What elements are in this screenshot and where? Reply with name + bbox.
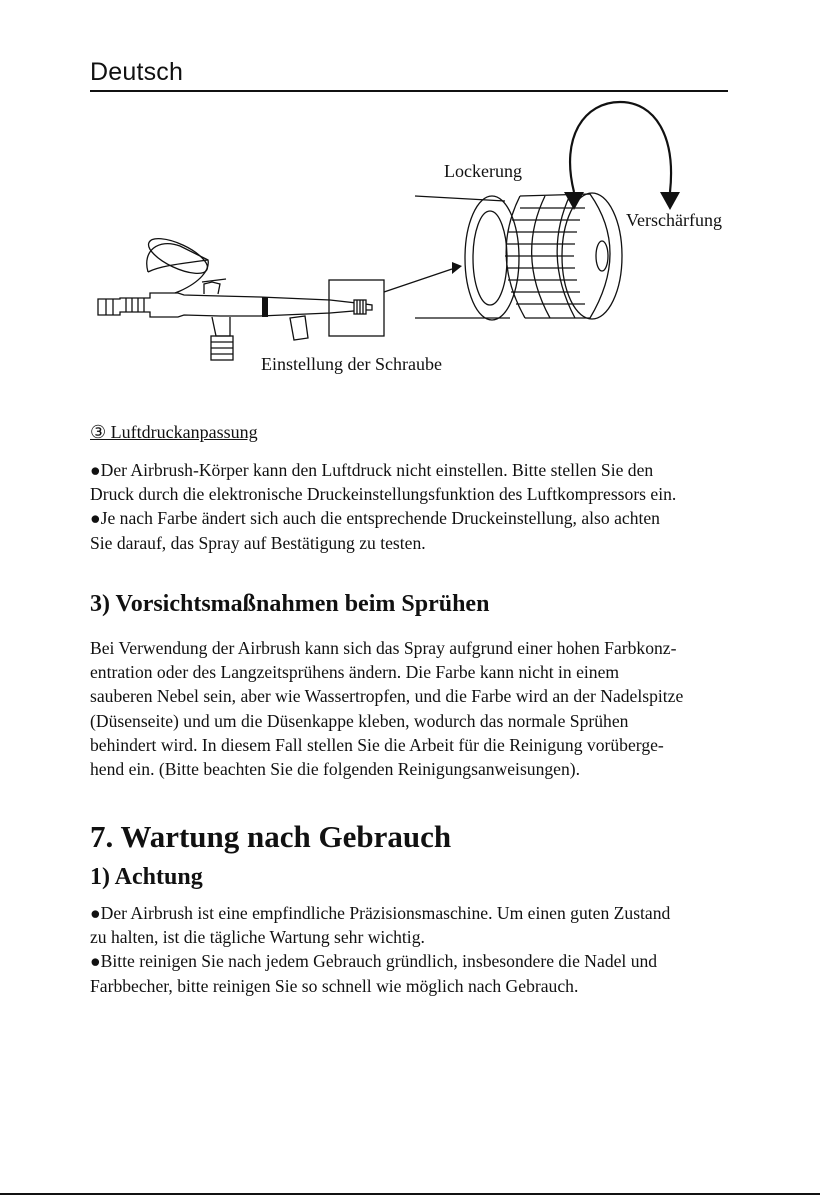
label-loosen: Lockerung [444, 161, 522, 181]
section-title-air-pressure: ③ Luftdruckanpassung [90, 422, 258, 442]
label-tighten: Verschärfung [626, 210, 722, 230]
adjustment-knob-enlarged [415, 193, 622, 320]
airbrush-illustration [98, 232, 372, 360]
paragraph-line: Bei Verwendung der Airbrush kann sich das Spray aufgrund einer hohen Farbkonz- [90, 638, 677, 658]
airbrush-diagram [80, 96, 740, 386]
heading-maintenance: 7. Wartung nach Gebrauch [90, 819, 452, 854]
paragraph-line: zu halten, ist die tägliche Wartung sehr wichtig. [90, 927, 425, 948]
heading-precautions: 3) Vorsichtsmaßnahmen beim Sprühen [90, 591, 490, 617]
paragraph-line: Farbbecher, bitte reinigen Sie so schnell wie möglich nach Gebrauch. [90, 975, 579, 996]
paragraph-line: ●Der Airbrush-Körper kann den Luftdruck nicht einstellen. Bitte stellen Sie den [90, 460, 654, 480]
language-label: Deutsch [90, 58, 184, 86]
arrow-tighten-icon [660, 192, 680, 210]
bottom-rule [0, 1193, 820, 1195]
label-screw-adjustment: Einstellung der Schraube [261, 354, 442, 374]
subheading-attention: 1) Achtung [90, 864, 203, 890]
precautions-paragraph [90, 636, 740, 781]
paragraph-line: Sie darauf, das Spray auf Bestätigung zu testen. [90, 532, 426, 553]
paragraph-line: ●Der Airbrush ist eine empfindliche Präzisionsmaschine. Um einen guten Zustand [90, 903, 671, 923]
paragraph-line: (Düsenseite) und um die Düsenkappe kleben, wodurch das normale Sprühen [90, 710, 629, 731]
paragraph-line: sauberen Nebel sein, aber wie Wassertropfen, und die Farbe wird an der Nadelspitze [90, 686, 684, 707]
page-header [90, 58, 728, 92]
maintenance-paragraph [90, 901, 740, 998]
paragraph-line: Druck durch die elektronische Druckeinstellungsfunktion des Luftkompressors ein. [90, 484, 677, 505]
paragraph-line: behindert wird. In diesem Fall stellen Sie die Arbeit für die Reinigung vorüberge- [90, 734, 664, 755]
paragraph-line: entration oder des Langzeitsprühens ändern. Die Farbe kann nicht in einem [90, 662, 620, 683]
paragraph-line: ●Bitte reinigen Sie nach jedem Gebrauch gründlich, insbesondere die Nadel und [90, 951, 658, 972]
airbrush-adjustment-figure [80, 96, 740, 386]
paragraph-line: ●Je nach Farbe ändert sich auch die entsprechende Druckeinstellung, also achten [90, 508, 660, 529]
air-pressure-paragraph [90, 458, 740, 555]
paragraph-line: hend ein. (Bitte beachten Sie die folgenden Reinigungsanweisungen). [90, 759, 581, 780]
